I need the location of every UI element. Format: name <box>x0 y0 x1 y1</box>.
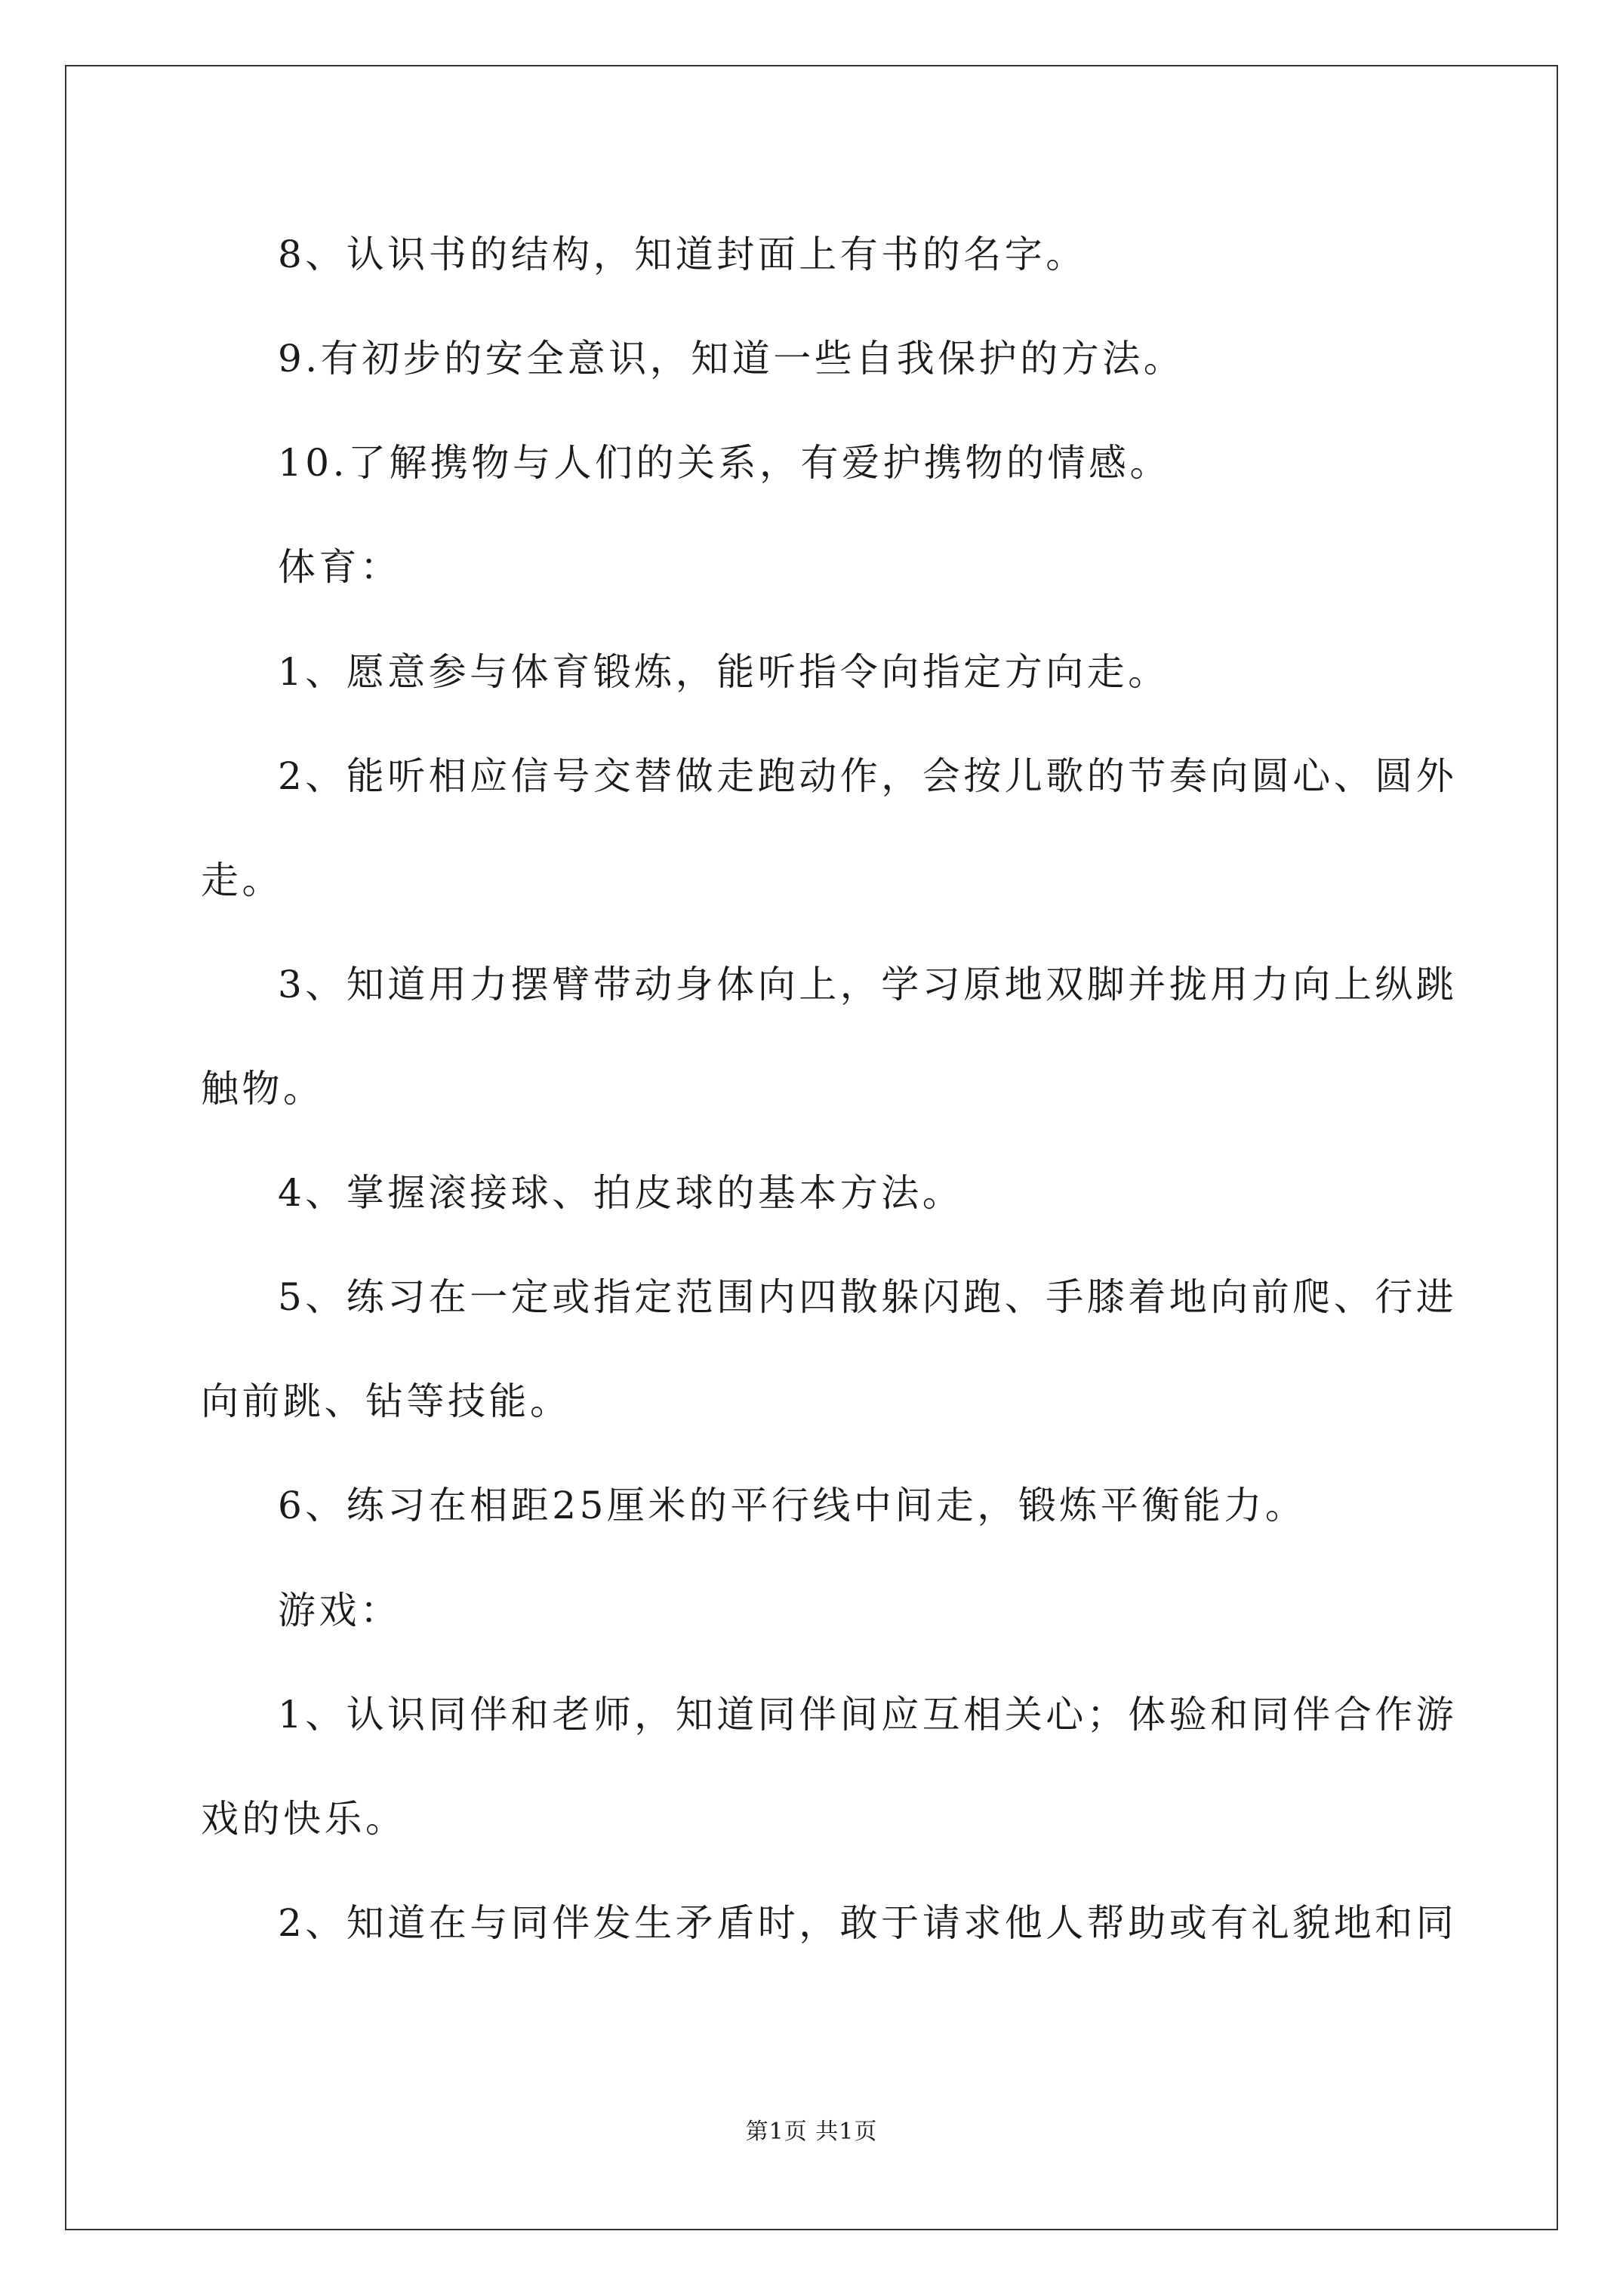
text-line: 5、练习在一定或指定范围内四散躲闪跑、手膝着地向前爬、行进 <box>278 1275 1458 1319</box>
text-line: 6、练习在相距25厘米的平行线中间走，锻炼平衡能力。 <box>278 1484 1307 1527</box>
text-line: 触物。 <box>201 1067 325 1111</box>
text-line: 戏的快乐。 <box>201 1797 407 1841</box>
text-line: 2、能听相应信号交替做走跑动作，会按儿歌的节奏向圆心、圆外 <box>278 754 1458 798</box>
text-line: 8、认识书的结构，知道封面上有书的名字。 <box>278 233 1087 276</box>
text-line: 向前跳、钻等技能。 <box>201 1379 571 1423</box>
text-line: 9.有初步的安全意识，知道一些自我保护的方法。 <box>278 337 1185 381</box>
section-heading: 游戏： <box>278 1589 402 1632</box>
page-footer: 第1页 共1页 <box>745 2119 878 2145</box>
text-line: 1、认识同伴和老师，知道同伴间应互相关心；体验和同伴合作游 <box>278 1693 1458 1737</box>
text-line: 3、知道用力摆臂带动身体向上，学习原地双脚并拢用力向上纵跳 <box>278 963 1458 1006</box>
section-heading: 体育： <box>278 545 402 589</box>
text-line: 走。 <box>201 858 283 902</box>
text-line: 4、掌握滚接球、拍皮球的基本方法。 <box>278 1171 964 1215</box>
text-line: 1、愿意参与体育锻炼，能听指令向指定方向走。 <box>278 650 1169 694</box>
text-line: 2、知道在与同伴发生矛盾时，敢于请求他人帮助或有礼貌地和同 <box>278 1901 1458 1945</box>
text-line: 10.了解携物与人们的关系，有爱护携物的情感。 <box>278 441 1172 485</box>
